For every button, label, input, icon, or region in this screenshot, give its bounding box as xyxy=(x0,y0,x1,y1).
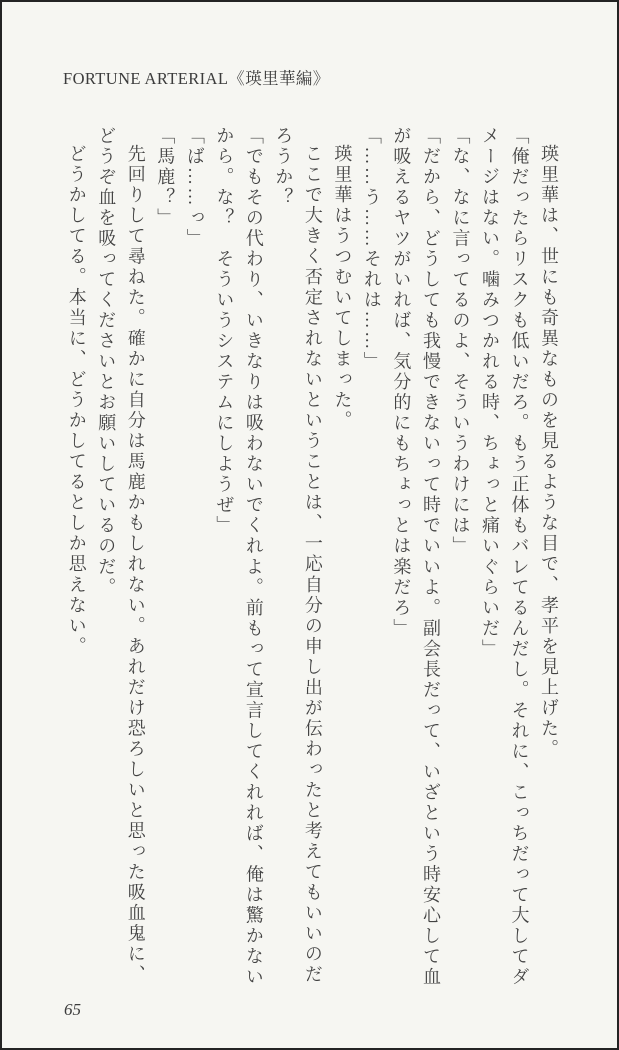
paragraph: 瑛里華はうつむいてしまった。 xyxy=(332,144,353,432)
paragraph: 「……う……それは……」 xyxy=(361,126,382,373)
body-text xyxy=(61,126,563,992)
paragraph: 「な、なに言ってるのよ、そういうわけには」 xyxy=(450,126,471,557)
paragraph: 「でもその代わり、いきなりは吸わないでくれよ。前もって宣言してくれれば、俺は驚かないから。な？ そういうシステムにしようぜ」 xyxy=(214,126,264,988)
paragraph: 「馬鹿？」 xyxy=(155,126,176,229)
paragraph: どうかしてる。本当に、どうかしてるとしか思えない。 xyxy=(66,144,87,657)
paragraph: 瑛里華は、世にも奇異なものを見るような目で、孝平を見上げた。 xyxy=(539,144,559,760)
paragraph: 「だから、どうしても我慢できないって時でいいよ。副会長だって、いざという時安心して血が吸えるヤツがいれば、気分的にもちょっとは楽だろ」 xyxy=(391,126,441,988)
paragraph: 「俺だったらリスクも低いだろ。もう正体もバレてるんだし。それに、こっちだって大してダメージはない。噛みつかれる時、ちょっと痛いぐらいだ」 xyxy=(479,126,530,988)
paragraph: 「ば……っ」 xyxy=(184,126,205,250)
paragraph: 先回りして尋ねた。確かに自分は馬鹿かもしれない。あれだけ恐ろしいと思った吸血鬼に、どうぞ血を吸ってくださいとお願いしているのだ。 xyxy=(96,126,146,986)
page-number: 65 xyxy=(64,1000,81,1019)
paragraph: ここで大きく否定されないということは、一応自分の申し出が伝わったと考えてもいいのだろうか？ xyxy=(273,126,323,986)
running-header: FORTUNE ARTERIAL《瑛里華編》 xyxy=(63,69,330,88)
